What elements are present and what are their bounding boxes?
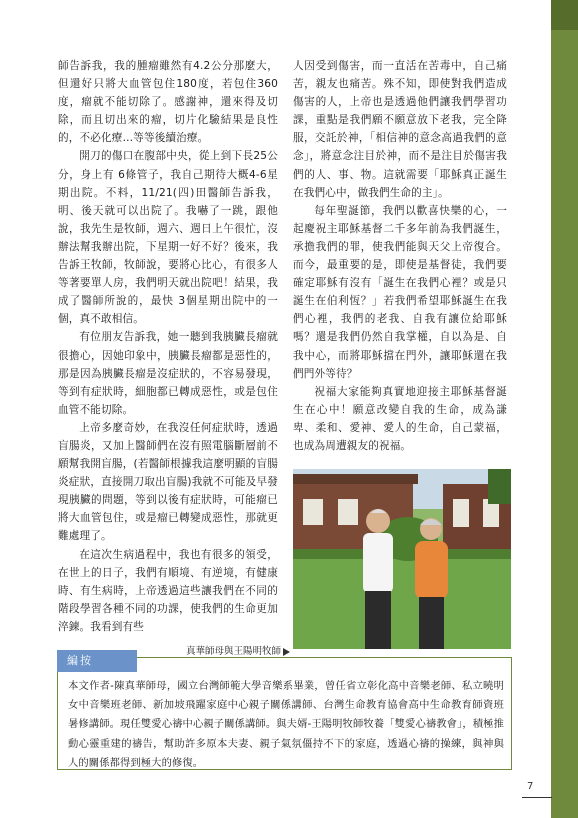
page-number: 7 (527, 781, 534, 792)
paragraph: 師告訴我，我的腫瘤雖然有4.2公分那麼大，但還好只將大血管包住180度，若包住360度，瘤就不能切除了。感謝神，還來得及切除，而且切出來的瘤，切片化驗結果是良性的，不必化療…等等後續治療。 (58, 60, 278, 145)
paragraph: 人因受到傷害，而一直活在苦毒中，自己痛苦，親友也痛苦。殊不知，即使對我們造成傷害的人，上帝也是透過他們讓我們學習功課，重點是我們願不願意放下老我，完全降服，交託於神，「相信神的意念高過我們的意念」，將意念注目於神，而不是注目於傷害我們的人、事、物。這就需要「耶穌真正誕生在我們心中，做我們生命的主」。 (293, 60, 507, 199)
left-text-column (58, 57, 278, 636)
editor-note-text: 本文作者-陳真華師母，國立台灣師範大學音樂系畢業，曾任省立彰化高中音樂老師、私立曉明女中音樂班老師、新加坡飛躍家庭中心親子關係講師、台灣生命教育協會高中生命教育師資班暑修講師。現任雙愛心禱中心親子關係講師。與夫婿-王陽明牧師牧養「雙愛心禱教會」，積極推動心靈重建的禱告，幫助許多原本夫妻、親子氣氛僵持不下的家庭，透過心禱的操練，與神與人的關係都得到極大的修復。 (68, 680, 504, 769)
photo-caption-text: 真華師母與王陽明牧師 (186, 646, 282, 657)
paragraph: 開刀的傷口在腹部中央，從上到下長25公分，身上有 6條管子，我自己期待大概4-6星期出院。不料，11/21(四)田醫師告訴我，明、後天就可以出院了。我嚇了一跳，跟他說，我先生是牧師，週六、週日上午很忙，沒辦法幫我辦出院，下星期一好不好？後來，我告訴王牧師，牧師說，要將心比心，有很多人等著要單人房，我們明天就出院吧！結果，我成了醫師所說的，最快 3個星期出院中的一個，真不敢相信。 (58, 150, 278, 326)
side-color-band (551, 0, 578, 818)
couple-photo-illustration (293, 469, 511, 649)
paragraph: 祝福大家能夠真實地迎接主耶穌基督誕生在心中！願意改變自我的生命，成為謙卑、柔和、愛神、愛人的生命，自己蒙福，也成為周遭親友的祝福。 (293, 385, 507, 452)
paragraph: 上帝多麼奇妙，在我沒任何症狀時，透過盲腸炎，又加上醫師們在沒有照電腦斷層前不願幫我開盲腸，(若醫師根據我這麼明顯的盲腸炎症狀，直接開刀取出盲腸)我就不可能及早發現胰臟的問題，等到以後有症狀時，可能瘤已將大血管包住，或是瘤已轉變成惡性，那就更難處理了。 (58, 421, 278, 543)
couple-photo (293, 469, 511, 649)
side-color-band-top (551, 0, 578, 30)
caption-arrow-icon (283, 648, 290, 656)
paragraph: 在這次生病過程中，我也有很多的領受，在世上的日子，我們有順境、有逆境，有健康時、有生病時，上帝透過這些讓我們在不同的階段學習各種不同的功課，使我們的生命更加淬鍊。我看到有些 (58, 548, 278, 633)
photo-caption (186, 643, 290, 657)
right-text-column (293, 57, 507, 455)
page-number-rule (522, 797, 552, 798)
paragraph: 每年聖誕節，我們以歡喜快樂的心，一起慶祝主耶穌基督二千多年前為我們誕生，承擔我們的罪，使我們能與天父上帝復合。而今，最重要的是，即使是基督徒，我們要確定耶穌有沒有「誕生在我們心裡？或是只誕生在伯利恆？」若我們希望耶穌誕生在我們心裡，我們的老我、自我有讓位給耶穌嗎？還是我們仍然自我掌權，自以為是、自我中心，而將耶穌擋在門外，讓耶穌還在我們門外等待？ (293, 204, 507, 380)
editor-note-label: 編按 (57, 650, 137, 672)
paragraph: 有位朋友告訴我，她一聽到我胰臟長瘤就很擔心，因她印象中，胰臟長瘤都是惡性的，那是因為胰臟長瘤是沒症狀的，不容易發現，等到有症狀時，細胞都已轉成惡性，或是包住血管不能切除。 (58, 331, 278, 416)
